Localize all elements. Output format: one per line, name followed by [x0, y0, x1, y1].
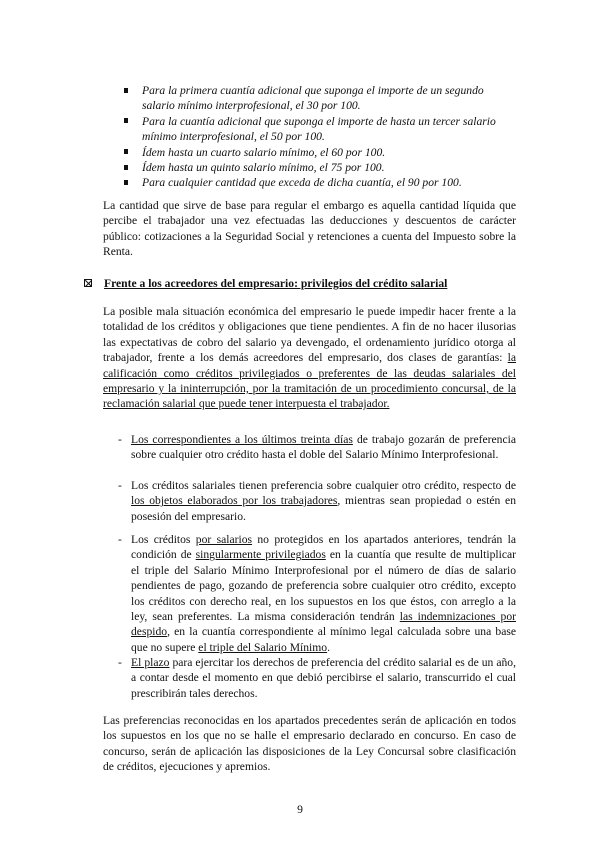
dash-list-item: [118, 655, 516, 701]
underlined-text: las indemnizaciones por despido: [131, 610, 516, 639]
underlined-text: singularmente privilegiados: [195, 548, 326, 562]
list-item-line: Para la primera cuantía adicional que suponga el importe de un segundo: [142, 84, 484, 97]
dash-marker: -: [118, 533, 122, 546]
paragraph-embargo-base: La cantidad que sirve de base para regular el embargo es aquella cantidad líquida que percibe el trabajador una vez efectuadas las deducciones y descuentos de carácter público: cotizaciones a la Seguridad Social y retenciones a cuenta del Impuesto sobre la Renta.: [103, 199, 516, 259]
list-item: [124, 114, 516, 145]
list-item-text: de trabajo gozarán de preferencia sobre cualquier otro crédito hasta el doble del Salario Mínimo Interprofesional.: [131, 433, 516, 462]
list-item-text: , en la cuantía correspondiente al mínimo legal calculada sobre una base que no supere: [131, 625, 516, 654]
square-bullet-icon: [124, 149, 128, 154]
list-item-text: Los créditos: [131, 533, 196, 546]
list-item-line: salario mínimo interprofesional, el 30 por 100.: [142, 99, 361, 113]
dash-marker: -: [118, 433, 122, 446]
list-item: [124, 145, 516, 160]
paragraph-preferences: Las preferencias reconocidas en los apartados precedentes serán de aplicación en todos los supuestos en los que no se halle el empresario declarado en concurso. En caso de concurso, serán de aplicación las disposiciones de la Ley Concursal sobre clasificación de créditos, ejecuciones y apremios.: [103, 714, 516, 774]
list-item-line: Ídem hasta un quinto salario mínimo, el 75 por 100.: [142, 161, 385, 175]
checkbox-bullet-icon: [84, 279, 92, 287]
dash-list-item: [118, 432, 516, 463]
paragraph-text: La posible mala situación económica del empresario le puede impedir hacer frente a la totalidad de los créditos y obligaciones que tiene pendientes. A fin de no hacer ilusorias las expectativas de cobro del salario ya devengado, el ordenamiento jurídico otorga al trabajador, frente a los demás acreedores del empresario, dos clases de garantías:: [103, 305, 516, 365]
list-item-text: , mientras sean propiedad o estén en posesión del empresario.: [131, 494, 517, 523]
list-item-line: mínimo interprofesional, el 50 por 100.: [142, 130, 325, 144]
paragraph-guarantees: [103, 304, 516, 412]
list-item: [124, 160, 516, 175]
italic-bullet-list: [124, 83, 516, 191]
list-item-text: para ejercitar los derechos de preferencia del crédito salarial es de un año, a contar desde el momento en que debió percibirse el salario, transcurrido el cual prescribirán tales derechos.: [131, 656, 517, 700]
square-bullet-icon: [124, 118, 128, 123]
underlined-text: El plazo: [131, 656, 170, 669]
dash-list-item: [118, 478, 516, 524]
square-bullet-icon: [124, 165, 128, 170]
square-bullet-icon: [124, 180, 128, 185]
list-item-text: Los créditos salariales tienen preferencia sobre cualquier otro crédito, respecto de: [131, 479, 516, 492]
dash-marker: -: [118, 479, 122, 492]
underlined-text: Los correspondientes a los últimos treinta días: [131, 433, 353, 446]
list-item-text: en la cuantía que resulte de multiplicar el triple del Salario Mínimo Interprofesional por el número de días de salario pendientes de pago, gozando de preferencia sobre cualquier otro crédito, excepto los créditos con derecho real, en los supuestos en los que éstos, con arreglo a la ley, sean preferentes. La misma consideración tendrán: [131, 548, 516, 624]
list-item: [124, 175, 516, 190]
underlined-text: el triple del Salario Mínimo: [198, 640, 328, 654]
underlined-text: los objetos elaborados por los trabajadores: [131, 494, 338, 508]
square-bullet-icon: [124, 88, 128, 93]
list-item: [124, 83, 516, 114]
list-item-text: no protegidos en los apartados anteriores, tendrán la condición de: [131, 533, 517, 562]
list-item-text: .: [327, 640, 330, 654]
list-item-line: Para cualquier cantidad que exceda de dicha cuantía, el 90 por 100.: [142, 176, 462, 190]
underlined-text: la calificación como créditos privilegiados o preferentes de las deudas salariales del empresario y la ininterrupción, por la tramitación de un procedimiento concursal, de la reclamación salarial que puede tener interpuesta el trabajador.: [103, 351, 516, 411]
dash-list-item: [118, 532, 516, 655]
list-item-line: Ídem hasta un cuarto salario mínimo, el 60 por 100.: [142, 145, 386, 159]
section-heading-text: Frente a los acreedores del empresario: privilegios del crédito salarial: [104, 277, 448, 290]
underlined-text: por salarios: [195, 533, 253, 546]
dash-marker: -: [118, 656, 122, 669]
page-number: 9: [297, 803, 303, 816]
list-item-line: Para la cuantía adicional que suponga el importe de hasta un tercer salario: [142, 114, 496, 128]
